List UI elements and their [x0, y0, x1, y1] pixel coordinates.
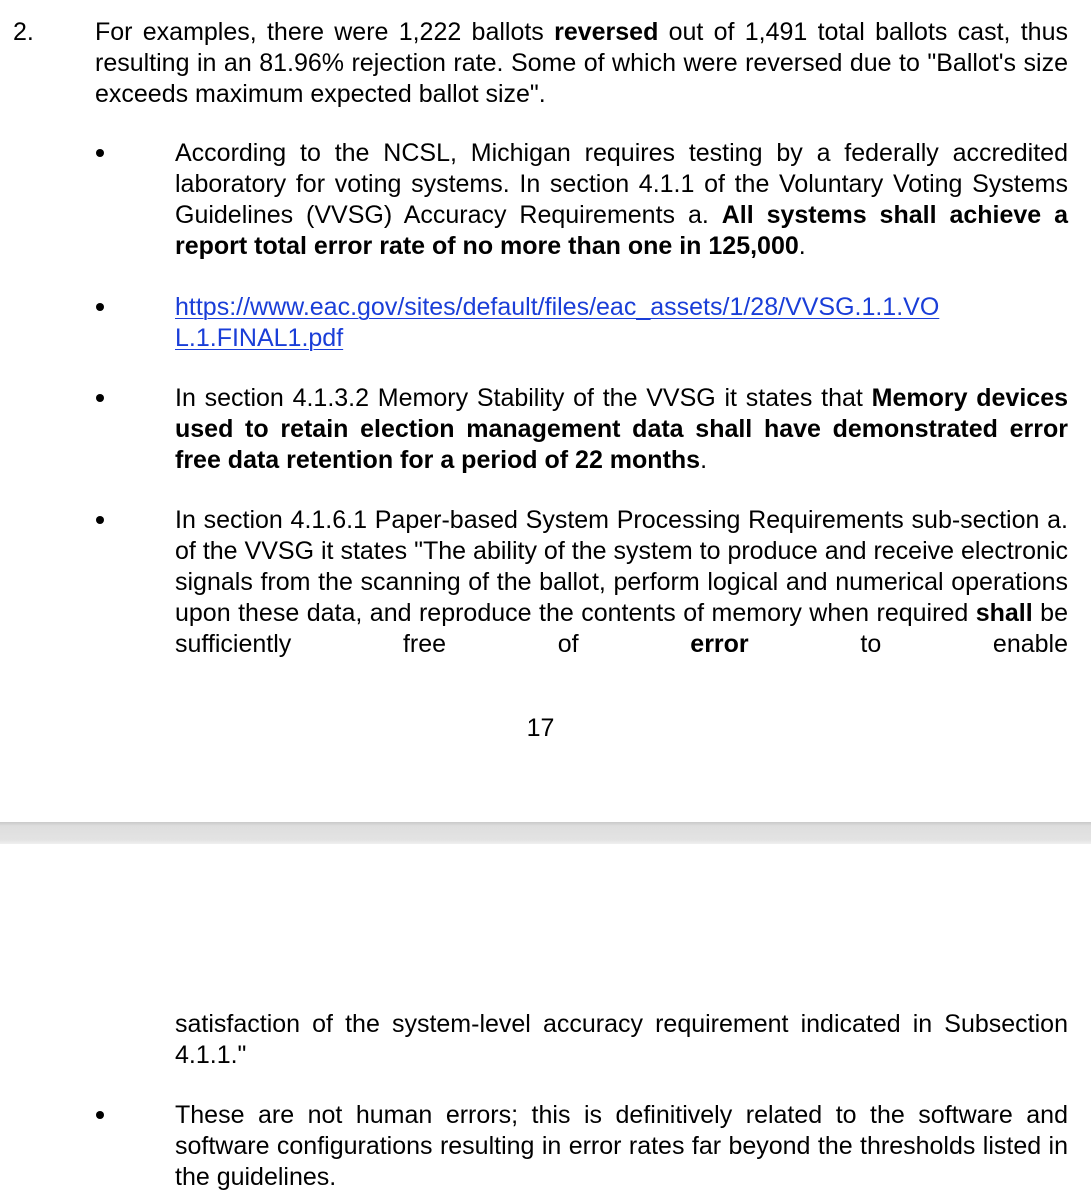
item-2-bold-reversed: reversed: [554, 18, 659, 46]
item-2-text-part: For examples, there were 1,222 ballots: [95, 18, 555, 46]
document-page-18: [0, 844, 1091, 1200]
ncsl-paragraph: [175, 138, 1068, 262]
bullet-icon: [93, 391, 107, 405]
item-2-paragraph: [95, 17, 1068, 110]
continuation-paragraph: satisfaction of the system-level accuracy requirement indicated in Subsection 4.1.1.": [175, 1010, 1068, 1069]
ncsl-text-part: According to the NCSL, Michigan requires testing by a federally accredited laboratory for voting systems. In section 4.1.1 of the Voluntary Voting Systems Guidelines (VVSG) Accuracy Requirements a.: [175, 139, 1068, 229]
memory-text-part: .: [700, 446, 708, 474]
page-number: 17: [526, 714, 555, 742]
ncsl-bold-text: All systems shall achieve a report total error rate of no more than one in 125,000: [175, 201, 1068, 260]
vvsg-pdf-link[interactable]: https://www.eac.gov/sites/default/files/eac_assets/1/28/VVSG.1.1.VOL.1.FINAL1.pdf: [175, 293, 940, 352]
memory-bold-text: Memory devices used to retain election management data shall have demonstrated error free data retention for a period of 22 months: [175, 384, 1068, 474]
bullet-icon: [93, 146, 107, 160]
ncsl-text-part: .: [798, 232, 806, 260]
paper-bold-error: error: [690, 630, 749, 658]
memory-stability-paragraph: [175, 383, 1068, 476]
bullet-icon: [93, 513, 107, 527]
item-number: 2.: [13, 18, 34, 46]
item-2-text-part: out of 1,491 total ballots cast, thus resulting in an 81.96% rejection rate. Some of which were reversed due to "Ballot's size exceeds maximum expected ballot size".: [95, 18, 1068, 108]
human-errors-paragraph: These are not human errors; this is definitively related to the software and software configurations resulting in error rates far beyond the thresholds listed in the guidelines.: [175, 1101, 1068, 1191]
bullet-icon: [93, 300, 107, 314]
bullet-icon: [93, 1108, 107, 1122]
memory-text-part: In section 4.1.3.2 Memory Stability of the VVSG it states that: [175, 384, 872, 412]
paper-bold-shall: shall: [975, 599, 1033, 627]
page-separator: [0, 822, 1091, 844]
paper-text-part: to enable: [748, 630, 1068, 658]
paper-text-part: In section 4.1.6.1 Paper-based System Processing Requirements sub-section a. of the VVSG it states "The ability of the system to produce and receive electronic signals from the scanning of the ballot, perform logical and numerical operations upon these data, and reproduce the contents of memory when required: [175, 506, 1068, 627]
paper-text-part: be sufficiently free of: [175, 599, 1068, 658]
paper-based-paragraph: [175, 505, 1068, 660]
